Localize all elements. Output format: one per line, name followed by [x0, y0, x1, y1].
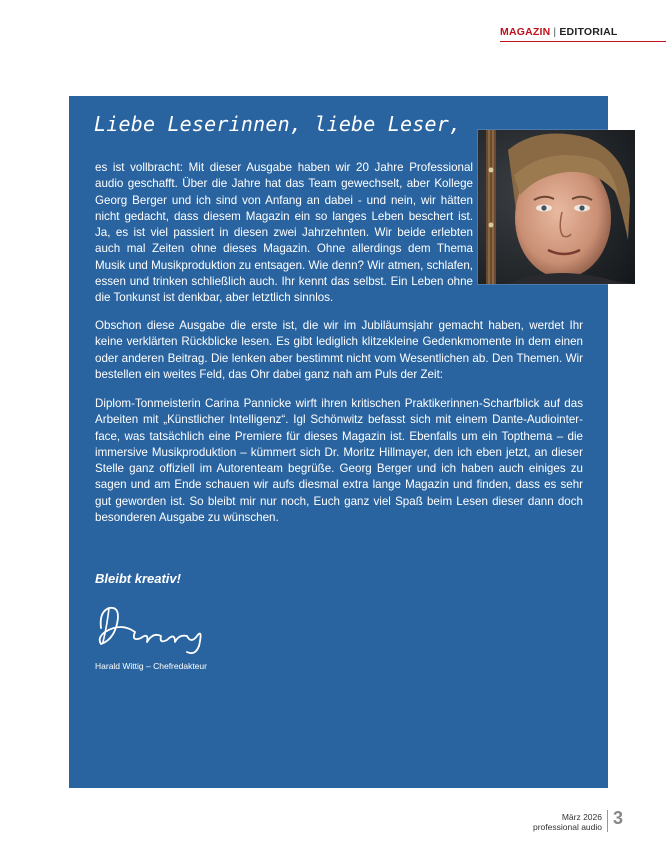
editorial-paragraph-3: Diplom-Tonmeisterin Carina Pannicke wirft ihren kritischen Praktikerinnen-Scharfblick auf das Arbeiten mit „Künstlicher Intelligenz“. Igl Schönwitz befasst sich mit einem Dante-Audiointer-face, was tatsächlich eine Premiere für dieses Magazin ist. Ebenfalls um ein Topthema – die immersive Musikproduktion – kümmert sich Dr. Moritz Hillmayer, den ich eben jetzt, an dieser Stelle ganz offiziell im Autorenteam begrüße. Georg Berger und ich haben auch einiges zu sagen und am Ende schauen wir aufs diesmal extra lange Magazin und finden, dass es sehr gut geworden ist. So bleibt mir nur noch, Euch ganz viel Spaß beim Lesen dieser dann doch besonderen Ausgabe zu wünschen. — [95, 397, 583, 525]
section-header — [500, 26, 666, 38]
section-label: MAGAZIN — [500, 26, 551, 38]
signer-caption: Harald Wittig – Chefredakteur — [95, 661, 207, 671]
editorial-paragraph-2: Obschon diese Ausgabe die erste ist, die wir im Jubiläumsjahr gemacht haben, werdet Ihr keine verklärten Rückblicke lesen. Es gibt lediglich klitzekleine Gedenkmomente in dem einen oder anderen Beitrag. Die lenken aber bestimmt nicht vom Wesentlichen ab. Den Themen. Wir bestellen ein weites Feld, das Ohr dabei ganz nah am Puls der Zeit: — [95, 319, 583, 381]
category-label: EDITORIAL — [559, 26, 618, 38]
publication-name: professional audio — [533, 822, 602, 832]
issue-date: März 2026 — [561, 812, 602, 822]
page-number: 3 — [613, 808, 624, 828]
page-footer — [533, 812, 602, 832]
editorial-paragraph-1: es ist vollbracht: Mit dieser Ausgabe haben wir 20 Jahre Professional audio geschafft. Über die Jahre hat das Team gewechselt, aber Kollege Georg Berger und ich sind von Anfang an dabei - und nein, wir hätten nicht gedacht, dass diesem Magazin ein so langes Leben beschert ist. Ja, es ist viel passiert in diesen zwei Jahrzehnten. Wir beide erlebten auch mal Zeiten ohne dieses Magazin. Ohne allerdings dem Thema Musik und Musikproduktion zu entsagen. Wie denn? Wir atmen, schlafen, essen und trinken schließlich auch. Ihr kennt das selbst. Ein Leben ohne die Tonkunst ist denkbar, aber letztlich sinnlos. — [95, 161, 473, 305]
header-separator: | — [553, 26, 557, 38]
header-rule — [500, 41, 666, 42]
closing-line: Bleibt kreativ! — [95, 571, 181, 586]
author-photo — [478, 130, 635, 284]
footer-divider — [607, 810, 608, 832]
greeting-heading: Liebe Leserinnen, liebe Leser, — [94, 112, 462, 136]
handwritten-signature — [95, 598, 225, 659]
